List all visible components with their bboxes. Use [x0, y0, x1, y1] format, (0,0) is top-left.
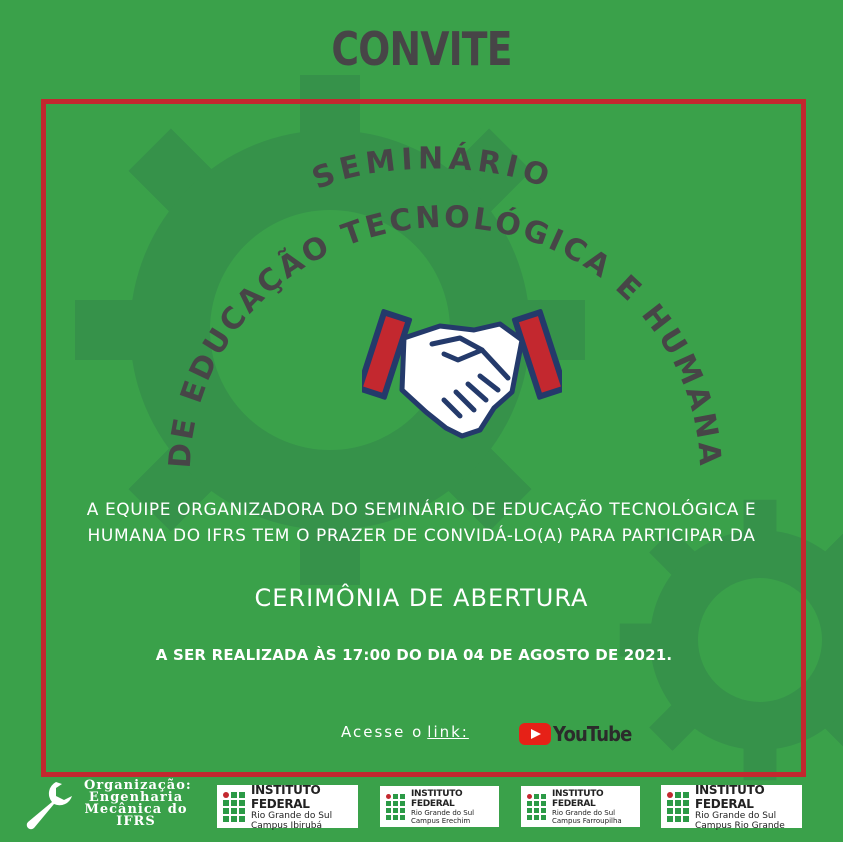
org-line-2: Engenharia	[88, 790, 184, 805]
logo-campus: Campus Ibirubá	[251, 820, 323, 831]
invitation-line-2: HUMANA DO IFRS TEM O PRAZER DE CONVIDÁ-LO(A) PARA PARTICIPAR DA	[87, 526, 756, 546]
logo-name: INSTITUTO FEDERAL	[552, 788, 604, 809]
logo-campus: Campus Farroupilha	[552, 816, 622, 825]
logo-ifrs-erechim	[380, 786, 499, 827]
page-title: CONVITE	[331, 22, 512, 76]
logo-name: INSTITUTO FEDERAL	[695, 782, 765, 811]
access-link-row	[341, 723, 469, 741]
ceremony-title: CERIMÔNIA DE ABERTURA	[254, 584, 589, 612]
invitation-line-1: A EQUIPE ORGANIZADORA DO SEMINÁRIO DE EDUCAÇÃO TECNOLÓGICA E	[86, 500, 757, 520]
logo-ifrs-farroupilha	[521, 786, 640, 827]
logo-campus: Campus Erechim	[411, 816, 471, 825]
access-link[interactable]: link:	[427, 723, 469, 741]
ifrs-emblem-icon	[386, 794, 405, 820]
ifrs-emblem-icon	[223, 792, 245, 822]
logo-ifrs-rio-grande	[661, 782, 802, 831]
organization-credit	[84, 778, 192, 829]
logo-state: Rio Grande do Sul	[411, 808, 475, 817]
org-line-3: Mecânica do	[84, 802, 188, 817]
ifrs-emblem-icon	[527, 794, 546, 820]
logo-state: Rio Grande do Sul	[695, 810, 777, 821]
arc-line-seminario: SEMINÁRIO	[307, 141, 559, 197]
access-label: Acesse o	[341, 723, 424, 741]
arc-line-educacao: DE EDUCAÇÃO TECNOLÓGICA E HUMANA	[162, 199, 728, 470]
logo-name: INSTITUTO FEDERAL	[251, 782, 321, 811]
logo-ifrs-ibiruba	[217, 782, 358, 831]
youtube-button[interactable]	[519, 721, 640, 747]
youtube-icon	[519, 723, 551, 745]
logo-name: INSTITUTO FEDERAL	[411, 788, 463, 809]
org-line-4: IFRS	[116, 814, 156, 829]
org-line-1: Organização:	[84, 778, 192, 793]
invitation-text	[50, 497, 793, 549]
logo-campus: Campus Rio Grande	[695, 820, 785, 831]
ifrs-emblem-icon	[667, 792, 689, 822]
youtube-wordmark: YouTube	[553, 722, 632, 746]
event-date: A SER REALIZADA ÀS 17:00 DO DIA 04 DE AGOSTO DE 2021.	[155, 646, 673, 664]
logo-state: Rio Grande do Sul	[552, 808, 616, 817]
wrench-icon	[22, 778, 74, 830]
logo-state: Rio Grande do Sul	[251, 810, 333, 821]
handshake-icon	[362, 300, 562, 450]
